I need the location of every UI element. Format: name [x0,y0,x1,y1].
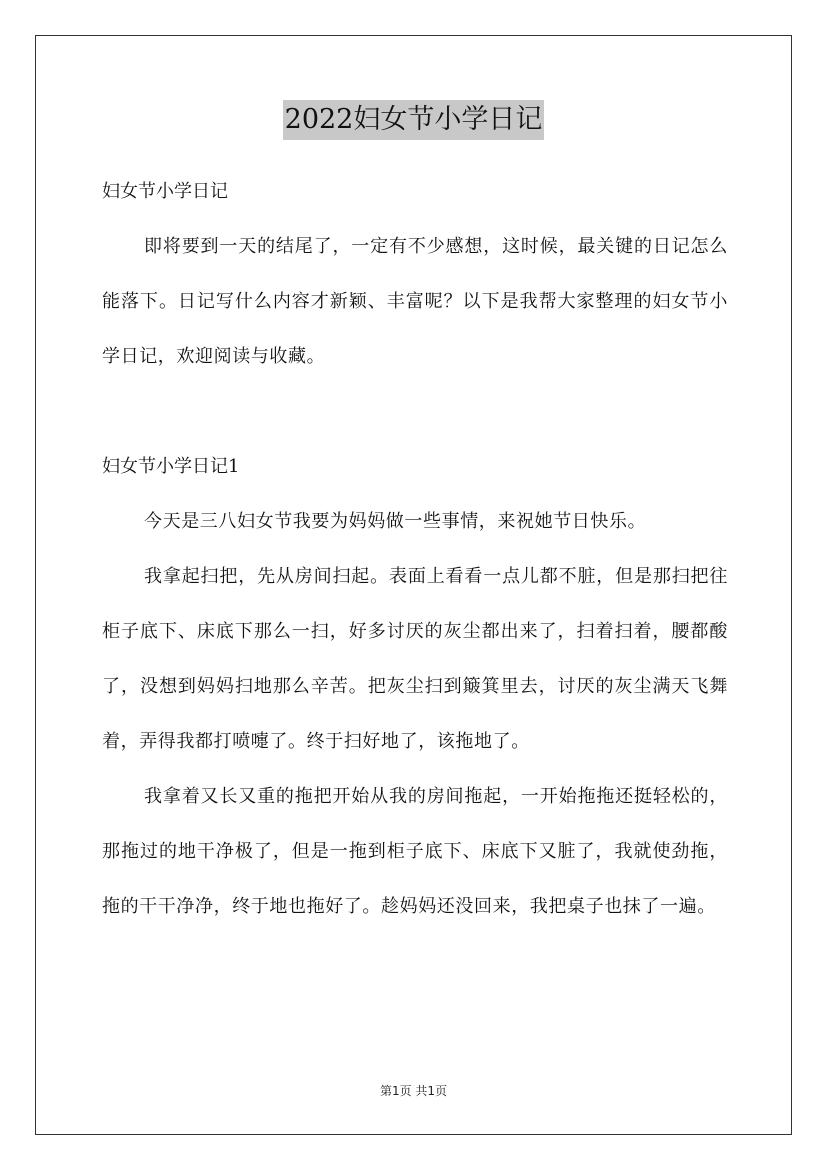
title-container [0,100,827,140]
document-title: 2022妇女节小学日记 [283,100,545,140]
body-paragraph-2: 我拿起扫把，先从房间扫起。表面上看看一点儿都不脏，但是那扫把往柜子底下、床底下那么一扫，好多讨厌的灰尘都出来了，扫着扫着，腰都酸了，没想到妈妈扫地那么辛苦。把灰尘扫到簸箕里去，讨厌的灰尘满天飞舞着，弄得我都打喷嚏了。终于扫好地了，该拖地了。 [102,566,728,752]
page-number: 第1页 共1页 [379,1084,448,1098]
page-footer [0,1082,827,1099]
document-body [102,164,728,934]
intro-paragraph: 即将要到一天的结尾了，一定有不少感想，这时候，最关键的日记怎么能落下。日记写什么内容才新颖、丰富呢？以下是我帮大家整理的妇女节小学日记，欢迎阅读与收藏。 [102,236,728,367]
body-paragraph-3: 我拿着又长又重的拖把开始从我的房间拖起，一开始拖拖还挺轻松的，那拖过的地干净极了，但是一拖到柜子底下、床底下又脏了，我就使劲拖，拖的干干净净，终于地也拖好了。趁妈妈还没回来，我把桌子也抹了一遍。 [102,786,728,917]
section-spacer [102,384,728,439]
intro-heading: 妇女节小学日记 [102,181,228,202]
section-heading: 妇女节小学日记1 [102,456,240,477]
body-paragraph-1: 今天是三八妇女节我要为妈妈做一些事情，来祝她节日快乐。 [144,511,647,532]
